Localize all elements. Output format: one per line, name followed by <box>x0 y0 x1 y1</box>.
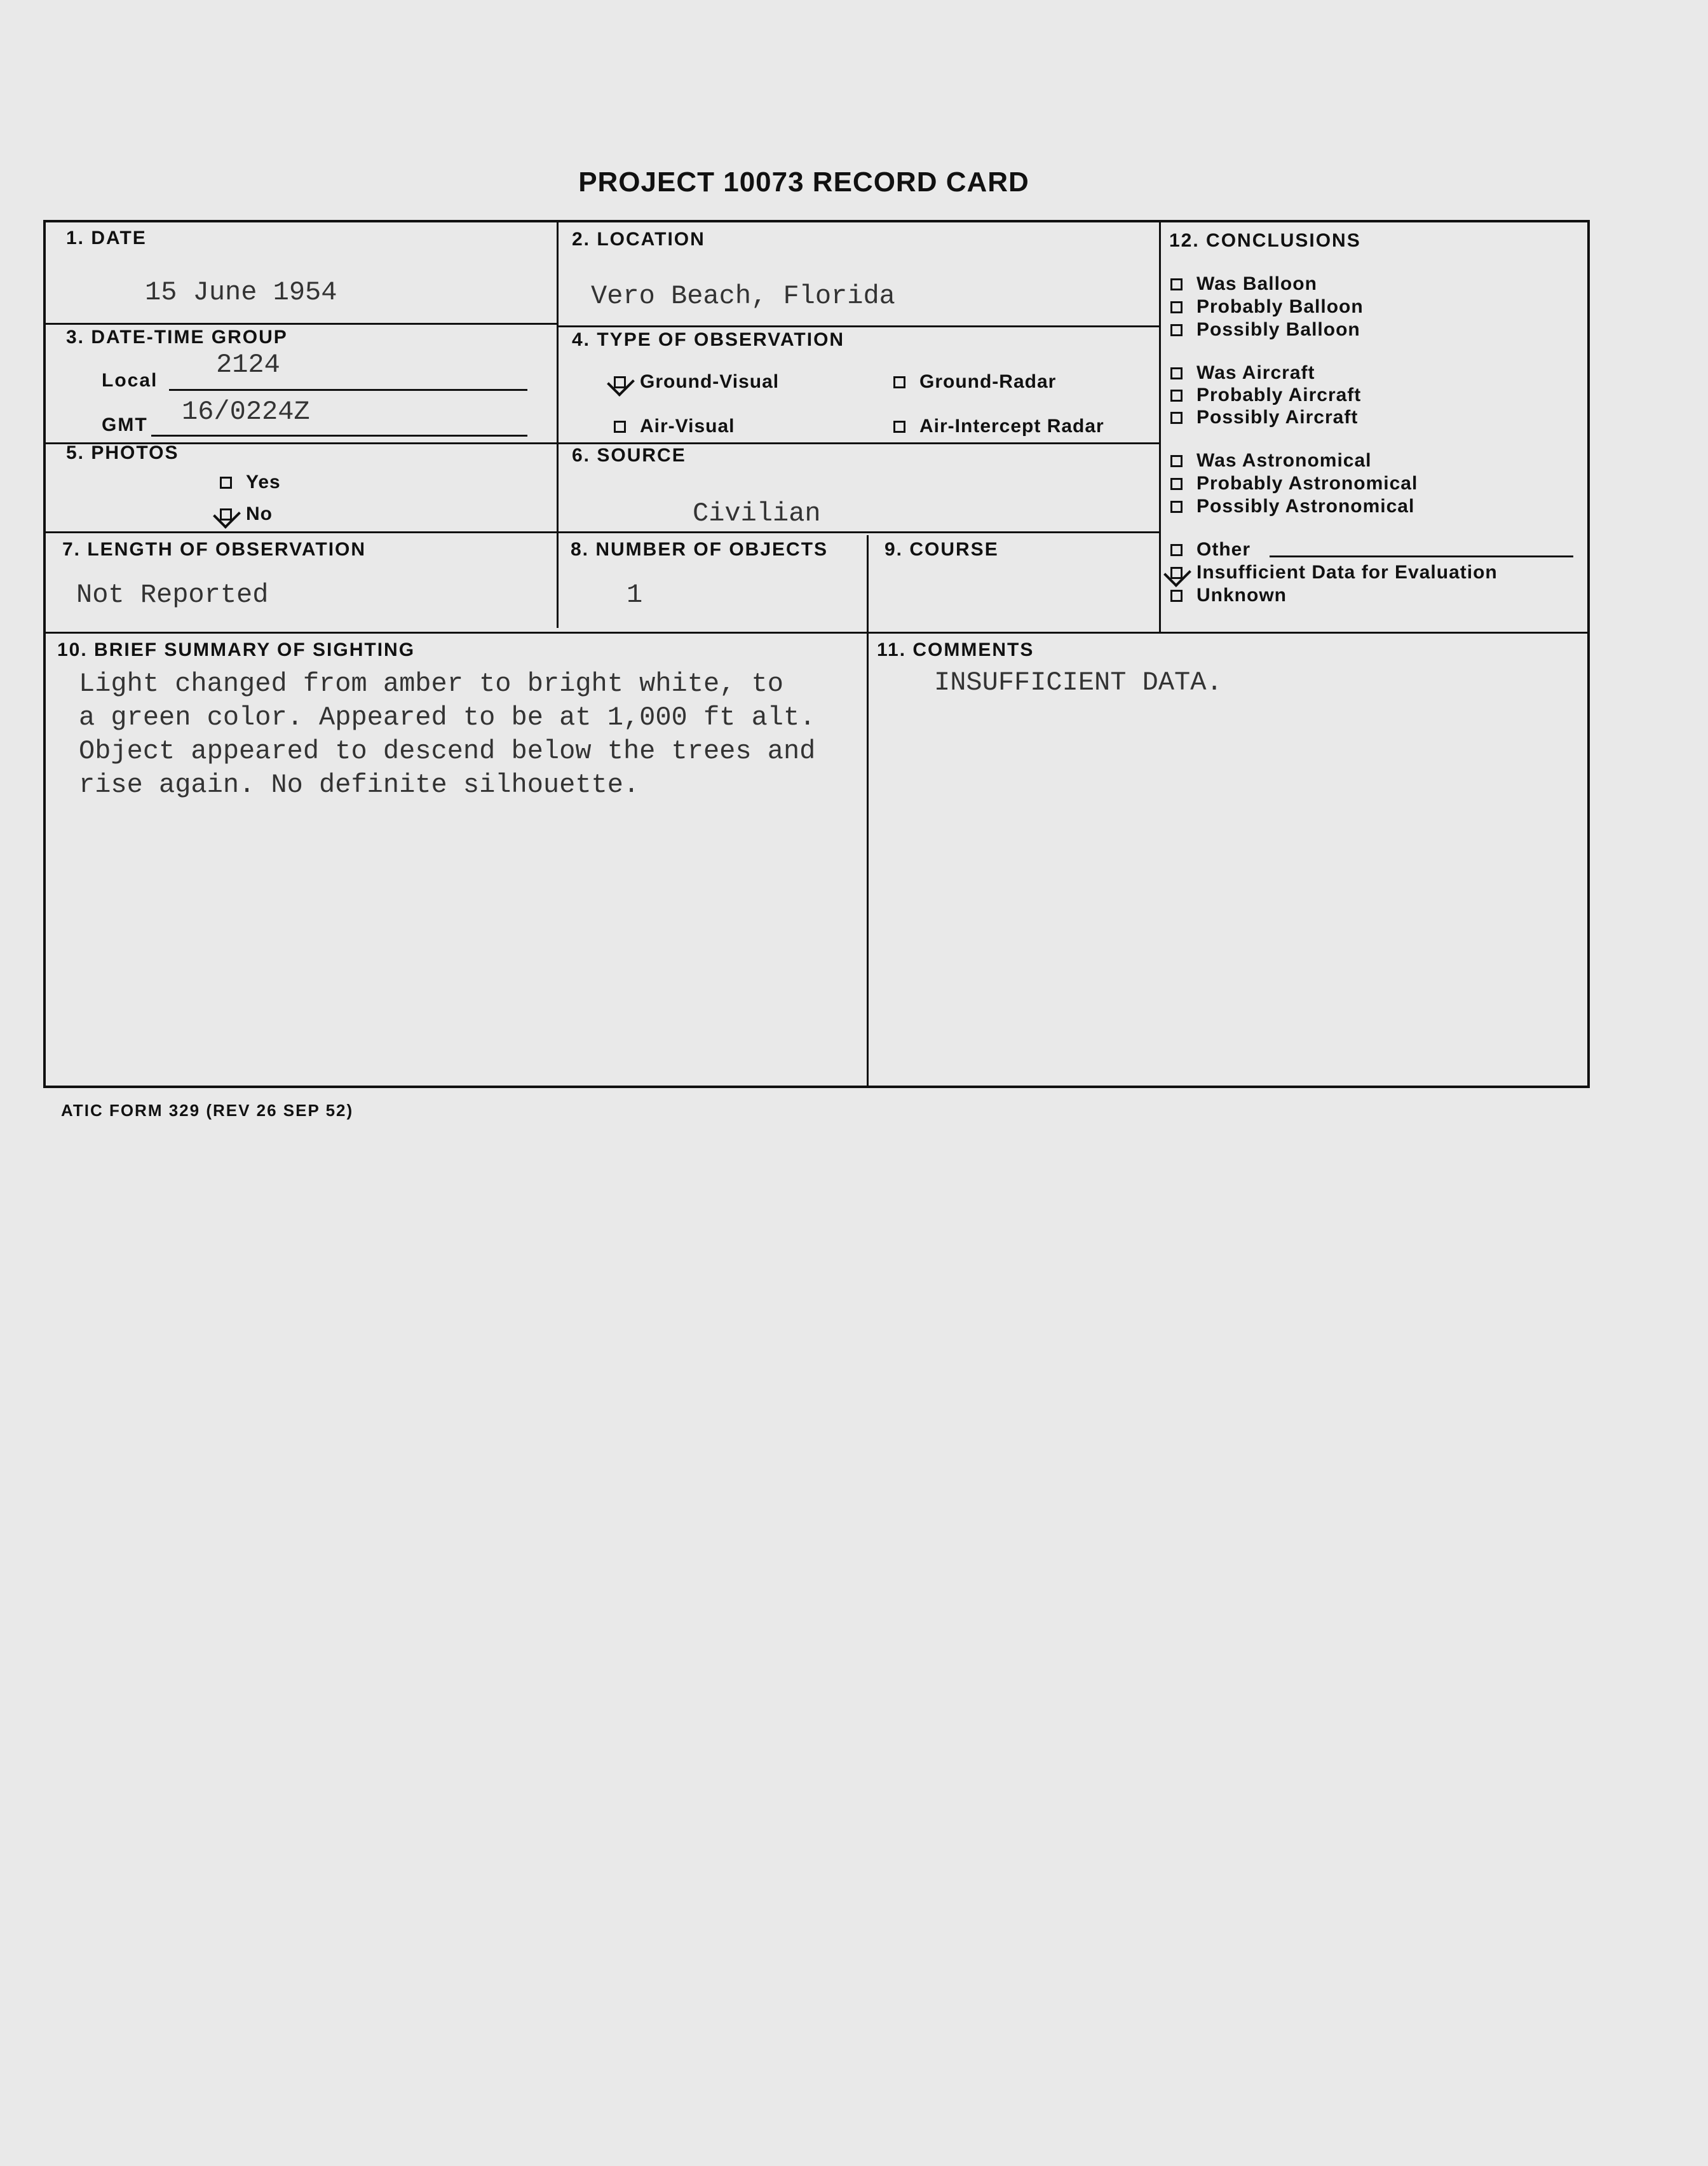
conclusion-probably-balloon[interactable]: Probably Balloon <box>1170 296 1364 318</box>
divider <box>1159 221 1161 633</box>
divider <box>44 323 557 325</box>
checkbox-icon <box>1170 501 1183 513</box>
checkbox-icon <box>1170 455 1183 467</box>
card-title: PROJECT 10073 RECORD CARD <box>578 167 1029 198</box>
photos-label: 5. PHOTOS <box>66 442 179 463</box>
gmt-value: 16/0224Z <box>182 397 310 427</box>
checkbox-icon <box>1170 412 1183 424</box>
option-photos-yes[interactable]: Yes <box>220 472 281 493</box>
conclusion-was-aircraft[interactable]: Was Aircraft <box>1170 362 1315 384</box>
checkbox-icon <box>893 421 905 433</box>
checkbox-icon <box>614 421 626 433</box>
checkbox-icon <box>1170 390 1183 402</box>
checkbox-icon <box>220 508 232 521</box>
option-ground-radar[interactable]: Ground-Radar <box>893 371 1056 393</box>
course-label: 9. COURSE <box>884 539 999 560</box>
checkbox-icon <box>1170 278 1183 290</box>
local-time-line <box>169 389 527 391</box>
divider <box>557 221 559 628</box>
option-air-intercept-radar[interactable]: Air-Intercept Radar <box>893 416 1104 437</box>
conclusion-was-balloon[interactable]: Was Balloon <box>1170 273 1317 295</box>
divider <box>44 632 1589 634</box>
conclusion-other[interactable]: Other <box>1170 539 1250 561</box>
conclusion-probably-aircraft[interactable]: Probably Aircraft <box>1170 385 1361 406</box>
checkbox-icon <box>1170 324 1183 336</box>
checkbox-icon <box>614 376 626 388</box>
conclusion-unknown[interactable]: Unknown <box>1170 585 1287 606</box>
conclusion-possibly-aircraft[interactable]: Possibly Aircraft <box>1170 407 1358 428</box>
date-label: 1. DATE <box>66 228 147 249</box>
checkbox-icon <box>1170 301 1183 313</box>
observation-type-label: 4. TYPE OF OBSERVATION <box>572 329 845 350</box>
conclusion-probably-astronomical[interactable]: Probably Astronomical <box>1170 473 1418 494</box>
conclusion-possibly-balloon[interactable]: Possibly Balloon <box>1170 319 1360 341</box>
date-time-group-label: 3. DATE-TIME GROUP <box>66 327 288 348</box>
source-label: 6. SOURCE <box>572 445 686 466</box>
length-value: Not Reported <box>76 580 269 610</box>
checkbox-icon <box>1170 567 1183 579</box>
other-line <box>1270 555 1573 557</box>
local-time-label: Local <box>102 370 158 391</box>
option-air-visual[interactable]: Air-Visual <box>614 416 735 437</box>
number-of-objects-value: 1 <box>627 580 643 610</box>
source-value: Civilian <box>693 498 821 529</box>
date-value: 15 June 1954 <box>145 277 337 308</box>
form-number: ATIC FORM 329 (REV 26 SEP 52) <box>61 1101 354 1120</box>
checkbox-icon <box>1170 367 1183 379</box>
divider <box>44 442 1159 444</box>
divider <box>867 535 869 1087</box>
conclusion-insufficient-data[interactable]: Insufficient Data for Evaluation <box>1170 562 1498 583</box>
location-label: 2. LOCATION <box>572 229 705 250</box>
divider <box>557 325 1159 327</box>
conclusions-label: 12. CONCLUSIONS <box>1169 230 1361 251</box>
checkbox-icon <box>220 477 232 489</box>
conclusion-possibly-astronomical[interactable]: Possibly Astronomical <box>1170 496 1414 517</box>
divider <box>44 531 1159 533</box>
local-time-value: 2124 <box>216 350 280 380</box>
checkbox-icon <box>893 376 905 388</box>
length-label: 7. LENGTH OF OBSERVATION <box>62 539 367 560</box>
gmt-label: GMT <box>102 414 148 435</box>
checkbox-icon <box>1170 478 1183 490</box>
checkbox-icon <box>1170 544 1183 556</box>
summary-label: 10. BRIEF SUMMARY OF SIGHTING <box>57 639 416 660</box>
gmt-line <box>151 435 527 437</box>
conclusion-was-astronomical[interactable]: Was Astronomical <box>1170 450 1372 472</box>
option-ground-visual[interactable]: Ground-Visual <box>614 371 779 393</box>
summary-text: Light changed from amber to bright white, to a green color. Appeared to be at 1,000 ft alt. Object appeared to descend below the trees and rise again. No definite silhouette. <box>79 669 816 800</box>
location-value: Vero Beach, Florida <box>591 281 895 311</box>
checkbox-icon <box>1170 590 1183 602</box>
comments-value: INSUFFICIENT DATA. <box>934 667 1223 698</box>
number-of-objects-label: 8. NUMBER OF OBJECTS <box>571 539 829 560</box>
option-photos-no[interactable]: No <box>220 503 273 525</box>
comments-label: 11. COMMENTS <box>877 639 1034 660</box>
